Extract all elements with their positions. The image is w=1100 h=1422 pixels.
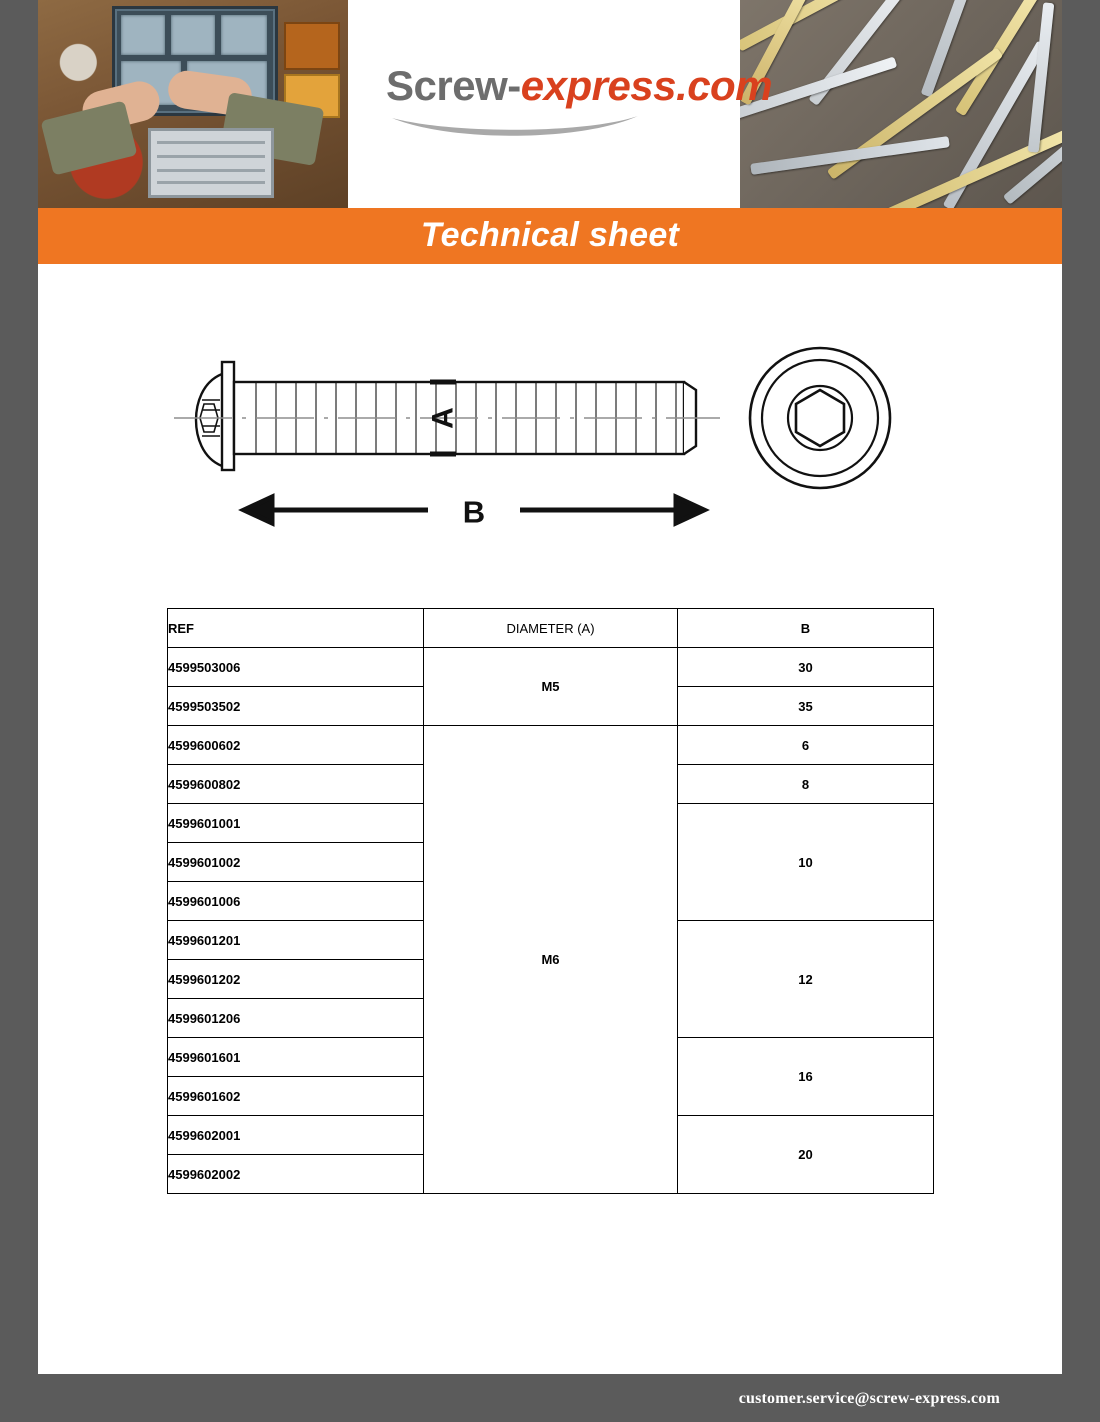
cell-ref: 4599601206 [168,999,424,1038]
workbench-photo [38,0,348,208]
cell-ref: 4599601602 [168,1077,424,1116]
cell-ref: 4599601001 [168,804,424,843]
table-row [168,648,934,687]
cell-b: 16 [678,1038,934,1116]
product-drawing [160,330,940,560]
logo-emphasis-text: express.com [520,62,773,109]
page-title: Technical sheet [420,216,680,254]
table-row [168,726,934,765]
logo-main-text: Screw- [386,62,521,109]
title-bar [38,208,1062,264]
cell-ref: 4599503502 [168,687,424,726]
cell-ref: 4599503006 [168,648,424,687]
cell-b: 12 [678,921,934,1038]
footer-spacer [38,1352,1062,1374]
cell-diameter: M5 [424,648,678,726]
specifications-table [167,608,934,1194]
cell-b: 20 [678,1116,934,1194]
logo-wordmark [386,62,772,110]
screws-photo [740,0,1062,208]
cell-diameter: M6 [424,726,678,1194]
specifications-table-wrapper [167,608,933,1194]
screw-technical-drawing [160,330,940,560]
cell-b: 8 [678,765,934,804]
cell-b: 6 [678,726,934,765]
dimension-a-label: A [426,407,460,429]
logo-swoosh-icon [390,112,640,138]
cell-ref: 4599601006 [168,882,424,921]
right-margin-bar [1062,0,1100,1422]
cell-ref: 4599602001 [168,1116,424,1155]
header-b: B [678,609,934,648]
dimension-b-label: B [462,494,486,530]
cell-ref: 4599602002 [168,1155,424,1194]
cell-ref: 4599601202 [168,960,424,999]
table-header-row [168,609,934,648]
brand-logo [348,0,773,208]
page-header [38,0,1062,208]
table-body [168,648,934,1194]
cell-b: 10 [678,804,934,921]
cell-ref: 4599601601 [168,1038,424,1077]
contact-email[interactable]: customer.service@screw-express.com [738,1390,1000,1407]
cell-ref: 4599600802 [168,765,424,804]
footer-bar [0,1374,1100,1422]
cell-ref: 4599601002 [168,843,424,882]
cell-b: 30 [678,648,934,687]
cell-ref: 4599600602 [168,726,424,765]
header-diameter: DIAMETER (A) [424,609,678,648]
title-underspace [38,264,1062,286]
cell-ref: 4599601201 [168,921,424,960]
left-margin-bar [0,0,38,1422]
cell-b: 35 [678,687,934,726]
header-ref: REF [168,609,424,648]
